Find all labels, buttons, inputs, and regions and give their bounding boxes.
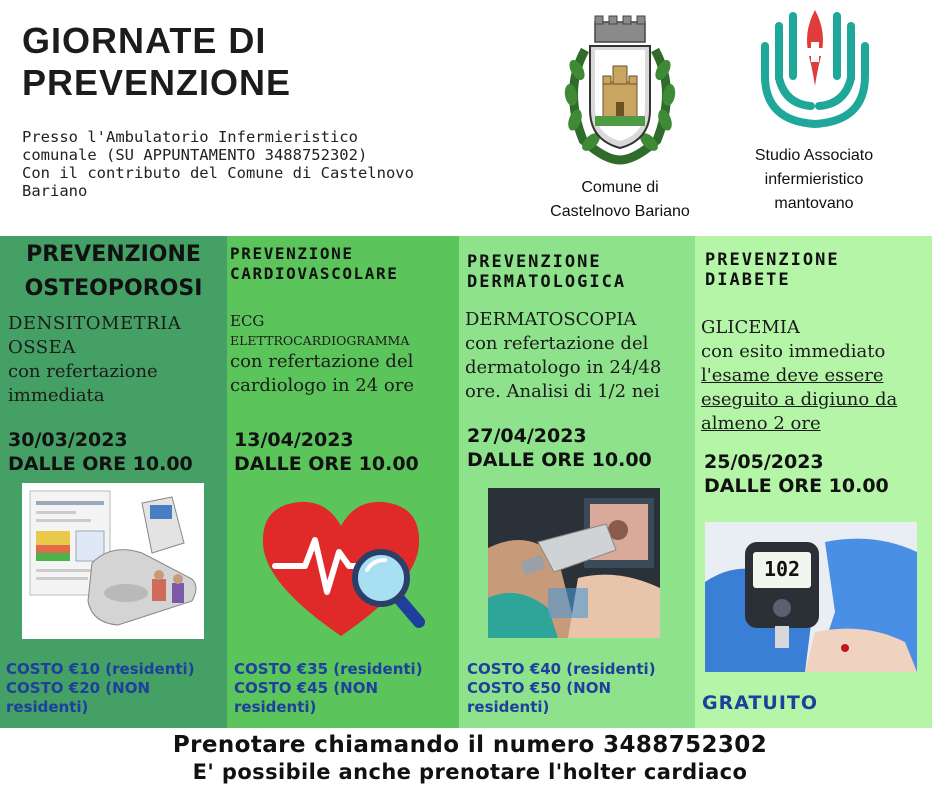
column-2-cost-line-1: COSTO €35 (residenti) <box>234 660 423 678</box>
subtitle <box>22 128 502 200</box>
column-1-title <box>0 238 227 306</box>
title-line-2: PREVENZIONE <box>22 62 292 103</box>
studio-caption-line-2: infermieristico <box>764 171 864 188</box>
column-osteoporosi <box>0 236 227 728</box>
column-1-date-value: 30/03/2023 <box>8 429 128 451</box>
column-2-cost <box>234 660 459 717</box>
column-2-cost-line-2: COSTO €45 (NON <box>234 679 379 697</box>
column-2-time-value: DALLE ORE 10.00 <box>234 453 419 475</box>
comune-coat-of-arms-icon <box>555 10 685 170</box>
column-3-title <box>467 252 695 292</box>
page-title <box>22 20 291 104</box>
column-2-desc-line-3: con refertazione del <box>230 351 414 372</box>
column-diabete <box>695 236 932 728</box>
column-2-description <box>230 312 459 398</box>
column-3-title-line-1: PREVENZIONE <box>467 252 602 272</box>
column-2-date-value: 13/04/2023 <box>234 429 354 451</box>
column-3-desc-line-3: dermatologo in 24/48 <box>465 357 662 378</box>
column-2-title <box>230 244 459 284</box>
column-3-cost <box>467 660 695 717</box>
column-4-desc-line-2: con esito immediato <box>701 341 886 362</box>
column-3-title-line-2: DERMATOLOGICA <box>467 272 627 292</box>
studio-hands-logo-icon <box>755 6 875 136</box>
studio-caption <box>728 144 900 216</box>
column-4-cost: GRATUITO <box>702 692 819 714</box>
subtitle-line-4: Bariano <box>22 182 88 200</box>
column-1-desc-line-1: DENSITOMETRIA <box>8 313 182 334</box>
column-3-description <box>465 308 693 404</box>
footer-line-2: E' possibile anche prenotare l'holter cardiaco <box>192 760 748 784</box>
column-3-time-value: DALLE ORE 10.00 <box>467 449 652 471</box>
column-2-desc-line-1: ECG <box>230 312 265 330</box>
column-1-description <box>8 312 223 408</box>
studio-caption-line-3: mantovano <box>774 195 854 212</box>
densitometer-image-icon <box>22 483 204 639</box>
column-2-desc-line-4: cardiologo in 24 ore <box>230 375 414 396</box>
column-1-desc-line-2: OSSEA <box>8 337 76 358</box>
footer-line-1: Prenotare chiamando il numero 3488752302 <box>172 732 768 758</box>
column-dermatologica <box>459 236 695 728</box>
glucometer-reading: 102 <box>763 557 801 581</box>
column-1-cost-line-1: COSTO €10 (residenti) <box>6 660 195 678</box>
column-4-title-line-2: DIABETE <box>705 270 791 290</box>
comune-caption-line-1: Comune di <box>581 179 659 196</box>
subtitle-line-3: Con il contributo del Comune di Castelnovo <box>22 164 414 182</box>
subtitle-line-2: comunale (SU APPUNTAMENTO 3488752302) <box>22 146 368 164</box>
column-2-title-line-2: CARDIOVASCOLARE <box>230 264 399 283</box>
column-3-date-value: 27/04/2023 <box>467 425 587 447</box>
column-4-desc-line-4: eseguito a digiuno da <box>701 389 898 410</box>
column-2-desc-line-2: ELETTROCARDIOGRAMMA <box>230 333 410 348</box>
column-1-title-line-2: OSTEOPOROSI <box>24 276 203 301</box>
column-1-date <box>8 428 193 476</box>
column-cardiovascolare <box>227 236 459 728</box>
column-3-desc-line-1: DERMATOSCOPIA <box>465 309 637 330</box>
column-3-desc-line-4: ore. Analisi di 1/2 nei <box>465 381 660 402</box>
subtitle-line-1: Presso l'Ambulatorio Infermieristico <box>22 128 358 146</box>
column-4-time-value: DALLE ORE 10.00 <box>704 475 889 497</box>
column-1-cost-line-2: COSTO €20 (NON <box>6 679 151 697</box>
column-4-date-value: 25/05/2023 <box>704 451 824 473</box>
studio-caption-line-1: Studio Associato <box>754 147 874 164</box>
column-3-date <box>467 424 652 472</box>
column-4-desc-line-1: GLICEMIA <box>701 317 800 338</box>
column-3-desc-line-2: con refertazione del <box>465 333 649 354</box>
column-4-title-line-1: PREVENZIONE <box>705 250 840 270</box>
heart-magnifier-icon <box>255 494 435 644</box>
column-3-cost-line-3: residenti) <box>467 698 550 716</box>
column-4-title <box>705 250 932 290</box>
column-3-cost-line-1: COSTO €40 (residenti) <box>467 660 656 678</box>
column-1-cost <box>6 660 226 717</box>
column-1-time-value: DALLE ORE 10.00 <box>8 453 193 475</box>
dermatoscope-image-icon <box>488 488 660 638</box>
column-1-desc-line-3: con refertazione <box>8 361 158 382</box>
comune-caption-line-2: Castelnovo Bariano <box>550 203 690 220</box>
column-2-cost-line-3: residenti) <box>234 698 317 716</box>
column-1-title-line-1: PREVENZIONE <box>26 242 201 267</box>
column-3-cost-line-2: COSTO €50 (NON <box>467 679 612 697</box>
title-line-1: GIORNATE DI <box>22 20 267 61</box>
column-2-title-line-1: PREVENZIONE <box>230 244 354 263</box>
column-4-date <box>704 450 889 498</box>
glucometer-image <box>705 522 917 672</box>
column-4-description <box>701 316 931 436</box>
column-4-desc-line-5: almeno 2 ore <box>701 413 821 434</box>
glucometer-image-icon <box>705 522 917 672</box>
column-2-date <box>234 428 419 476</box>
column-4-desc-line-3: l'esame deve essere <box>701 365 884 386</box>
column-1-desc-line-4: immediata <box>8 385 105 406</box>
column-1-cost-line-3: residenti) <box>6 698 89 716</box>
comune-caption <box>528 176 712 224</box>
